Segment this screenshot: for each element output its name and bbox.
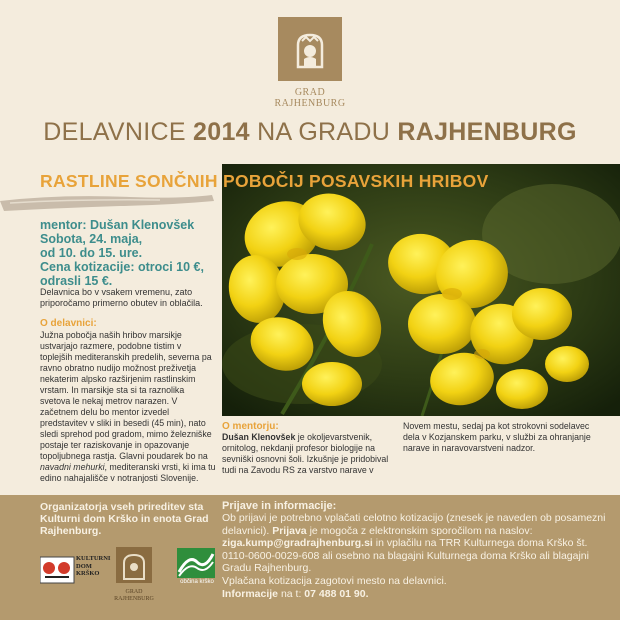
grad-rajhenburg-logo	[278, 17, 342, 81]
price-line: Cena kotizacije: otroci 10 €, odrasli 15 €.	[40, 260, 204, 288]
mentor-name: Dušan Klenovšek	[222, 432, 296, 442]
about-title: O delavnici:	[40, 318, 97, 329]
kd-logo-line3: KRŠKO	[76, 570, 100, 577]
flower-photo	[222, 164, 620, 416]
reg-text-p3: in vplačilu na TRR Kulturnega doma Krško št. 0110-0600-0029-608 ali osebno na blagajni Kulturnega doma Krško ali blagajni Gradu Rajhenburg.	[222, 537, 589, 575]
grad-rajhenburg-footer-logo	[112, 545, 156, 602]
mentor-bio-col2: Novem mestu, sedaj pa kot strokovni sodelavec dela v Kozjanskem parku, v službi za ohranjanje narave in naravovarstveni nadzor.	[403, 421, 591, 453]
reg-text-p4: Vplačana kotizacija zagotovi mesto na delavnici.	[222, 574, 447, 587]
mentor-bio-col1	[222, 432, 392, 476]
obcina-logo-text: občina krško	[180, 579, 214, 585]
organizers-text: Organizatorja vseh prireditev sta Kulturni dom Krško in enota Grad Rajhenburg.	[40, 501, 209, 537]
logo-line1: GRAD	[294, 87, 326, 98]
weather-note: Delavnica bo v vsakem vremenu, zato priporočamo primerno obutev in oblačila.	[40, 287, 203, 308]
reg-text-p2: je mogoča z elektronskim sporočilom na naslov:	[306, 524, 533, 537]
brush-stroke-decoration	[0, 191, 215, 213]
mentor-bio-title: O mentorju:	[222, 421, 279, 432]
mentor-bio-text1: je okoljevarstvenik, ornitolog, nekdanji profesor biologije na sevniški osnovni šoli. Izkušnje je pridobival tudi na Zavodu RS za varstvo narave v	[222, 432, 389, 475]
about-text-a: Južna pobočja naših hribov marsikje ustvarjajo razmere, podobne tistim v toplejših mediteranskih predelih, severna pa ravno obratno nudijo možnost preživetja nekaterim alpsko razširjenim rastlinskim vrstam. In marsikje sta si ta raznolika svetova le nekaj metrov narazen. V začetnem delu bo mentor izvedel predstavitev v sliki in besedi (45 min), nato sledi sprehod pod gradom, mimo železniške postaje ter raziskovanje in opazovanje topoljubnega rastja. Glavni poudarek bo na	[40, 330, 212, 461]
workshop-details	[40, 218, 215, 288]
page-title	[0, 118, 620, 147]
mentor-line: mentor: Dušan Klenovšek	[40, 218, 195, 232]
registration-title: Prijave in informacije:	[222, 500, 337, 512]
info-label: Informacije	[222, 587, 279, 600]
date-line: Sobota, 24. maja,	[40, 232, 143, 246]
obcina-krsko-logo	[177, 548, 215, 583]
castle-emblem-icon	[288, 27, 332, 71]
headline-place: RAJHENBURG	[397, 118, 577, 146]
workshop-title: RASTLINE SONČNIH POBOČIJ POSAVSKIH HRIBOV	[40, 171, 489, 191]
grad-logo-line1: GRAD	[125, 589, 143, 595]
reg-text-p1: Ob prijavi je potrebno vplačati celotno kotizacijo (znesek je naveden ob posamezni delavnici).	[222, 512, 606, 537]
kulturni-dom-krsko-logo	[40, 555, 111, 600]
email-link[interactable]: ziga.kump@gradrajhenburg.si	[222, 537, 373, 550]
headline-part2: NA GRADU	[249, 118, 398, 146]
info-mid: na t:	[278, 587, 305, 600]
kd-logo-line2: DOM	[76, 562, 92, 570]
headline-year: 2014	[193, 118, 250, 146]
phone-number[interactable]: 07 488 01 90.	[304, 587, 369, 600]
kd-logo-line1: KULTURNI	[76, 555, 111, 562]
registration-text	[222, 512, 612, 600]
time-line: od 10. do 15. ure.	[40, 246, 143, 260]
yellow-flowers-image	[222, 164, 620, 416]
headline-part1: DELAVNICE	[43, 118, 194, 146]
logo-line2: RAJHENBURG	[274, 98, 346, 109]
grad-logo-line2: RAJHENBURG	[114, 596, 154, 602]
about-text-b: , mediteranski vrsti, ki ima tu edino nahajališče v notranjosti Slovenije.	[40, 462, 216, 483]
about-text	[40, 330, 216, 484]
reg-text-bold: Prijava	[272, 524, 307, 537]
about-text-italic: navadni mehurki	[40, 462, 105, 472]
logo-caption	[250, 87, 370, 109]
